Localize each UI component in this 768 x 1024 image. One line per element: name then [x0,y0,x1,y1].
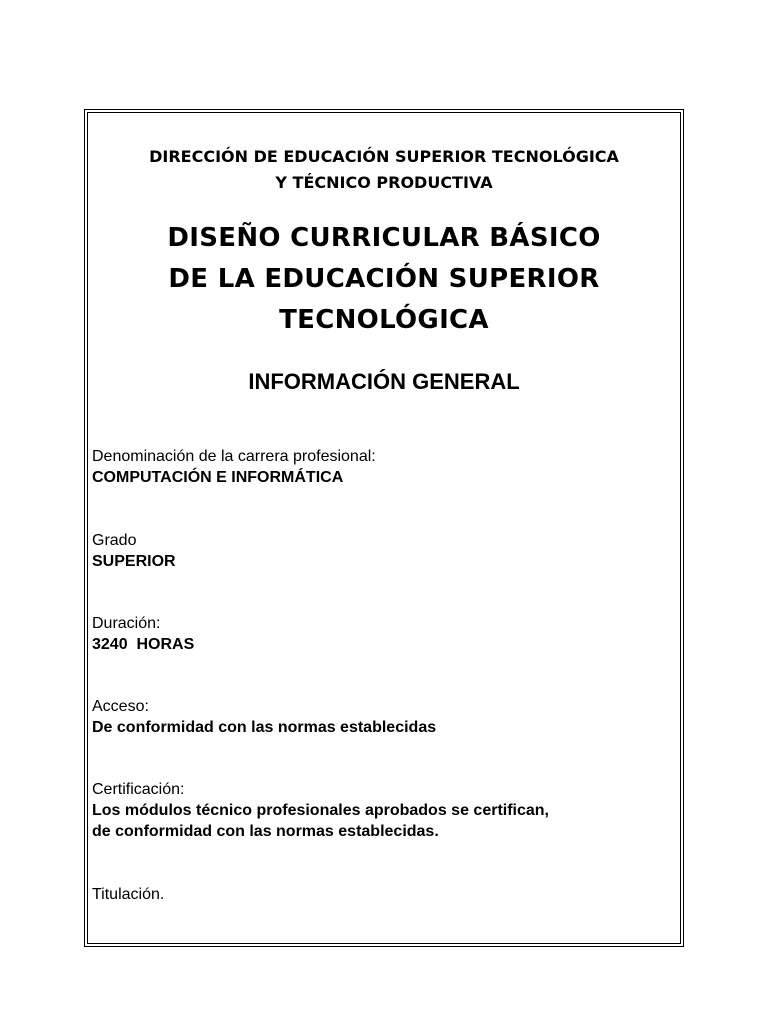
field-titulacion [92,884,164,905]
field-acceso [92,696,436,738]
field-value-certificacion-line-2: de conformidad con las normas establecidas. [92,823,439,840]
field-value-acceso: De conformidad con las normas establecidas [92,719,437,736]
field-value-duracion: 3240 HORAS [92,636,195,653]
field-value-certificacion-line-1: Los módulos técnico profesionales aprobados se certifican, [92,802,549,819]
organization-header [92,144,676,196]
field-value-denominacion: COMPUTACIÓN E INFORMÁTICA [92,469,344,486]
field-label-acceso: Acceso: [92,698,149,715]
document-title [92,218,676,341]
organization-line-1: DIRECCIÓN DE EDUCACIÓN SUPERIOR TECNOLÓGICA [149,147,619,166]
field-certificacion [92,779,549,842]
field-label-titulacion: Titulación. [92,886,165,903]
field-label-duracion: Duración: [92,615,161,632]
field-denominacion [92,446,376,488]
field-label-grado: Grado [92,532,137,549]
field-grado [92,530,176,572]
document-title-line-1: DISEÑO CURRICULAR BÁSICO [167,223,601,253]
document-content [92,140,676,903]
section-title: INFORMACIÓN GENERAL [248,369,520,394]
document-title-line-2: DE LA EDUCACIÓN SUPERIOR [168,264,600,294]
field-label-denominacion: Denominación de la carrera profesional: [92,448,376,465]
document-title-line-3: TECNOLÓGICA [279,305,489,335]
field-label-certificacion: Certificación: [92,781,185,798]
field-duracion [92,613,194,655]
organization-line-2: Y TÉCNICO PRODUCTIVA [275,173,493,192]
field-value-grado: SUPERIOR [92,553,176,570]
